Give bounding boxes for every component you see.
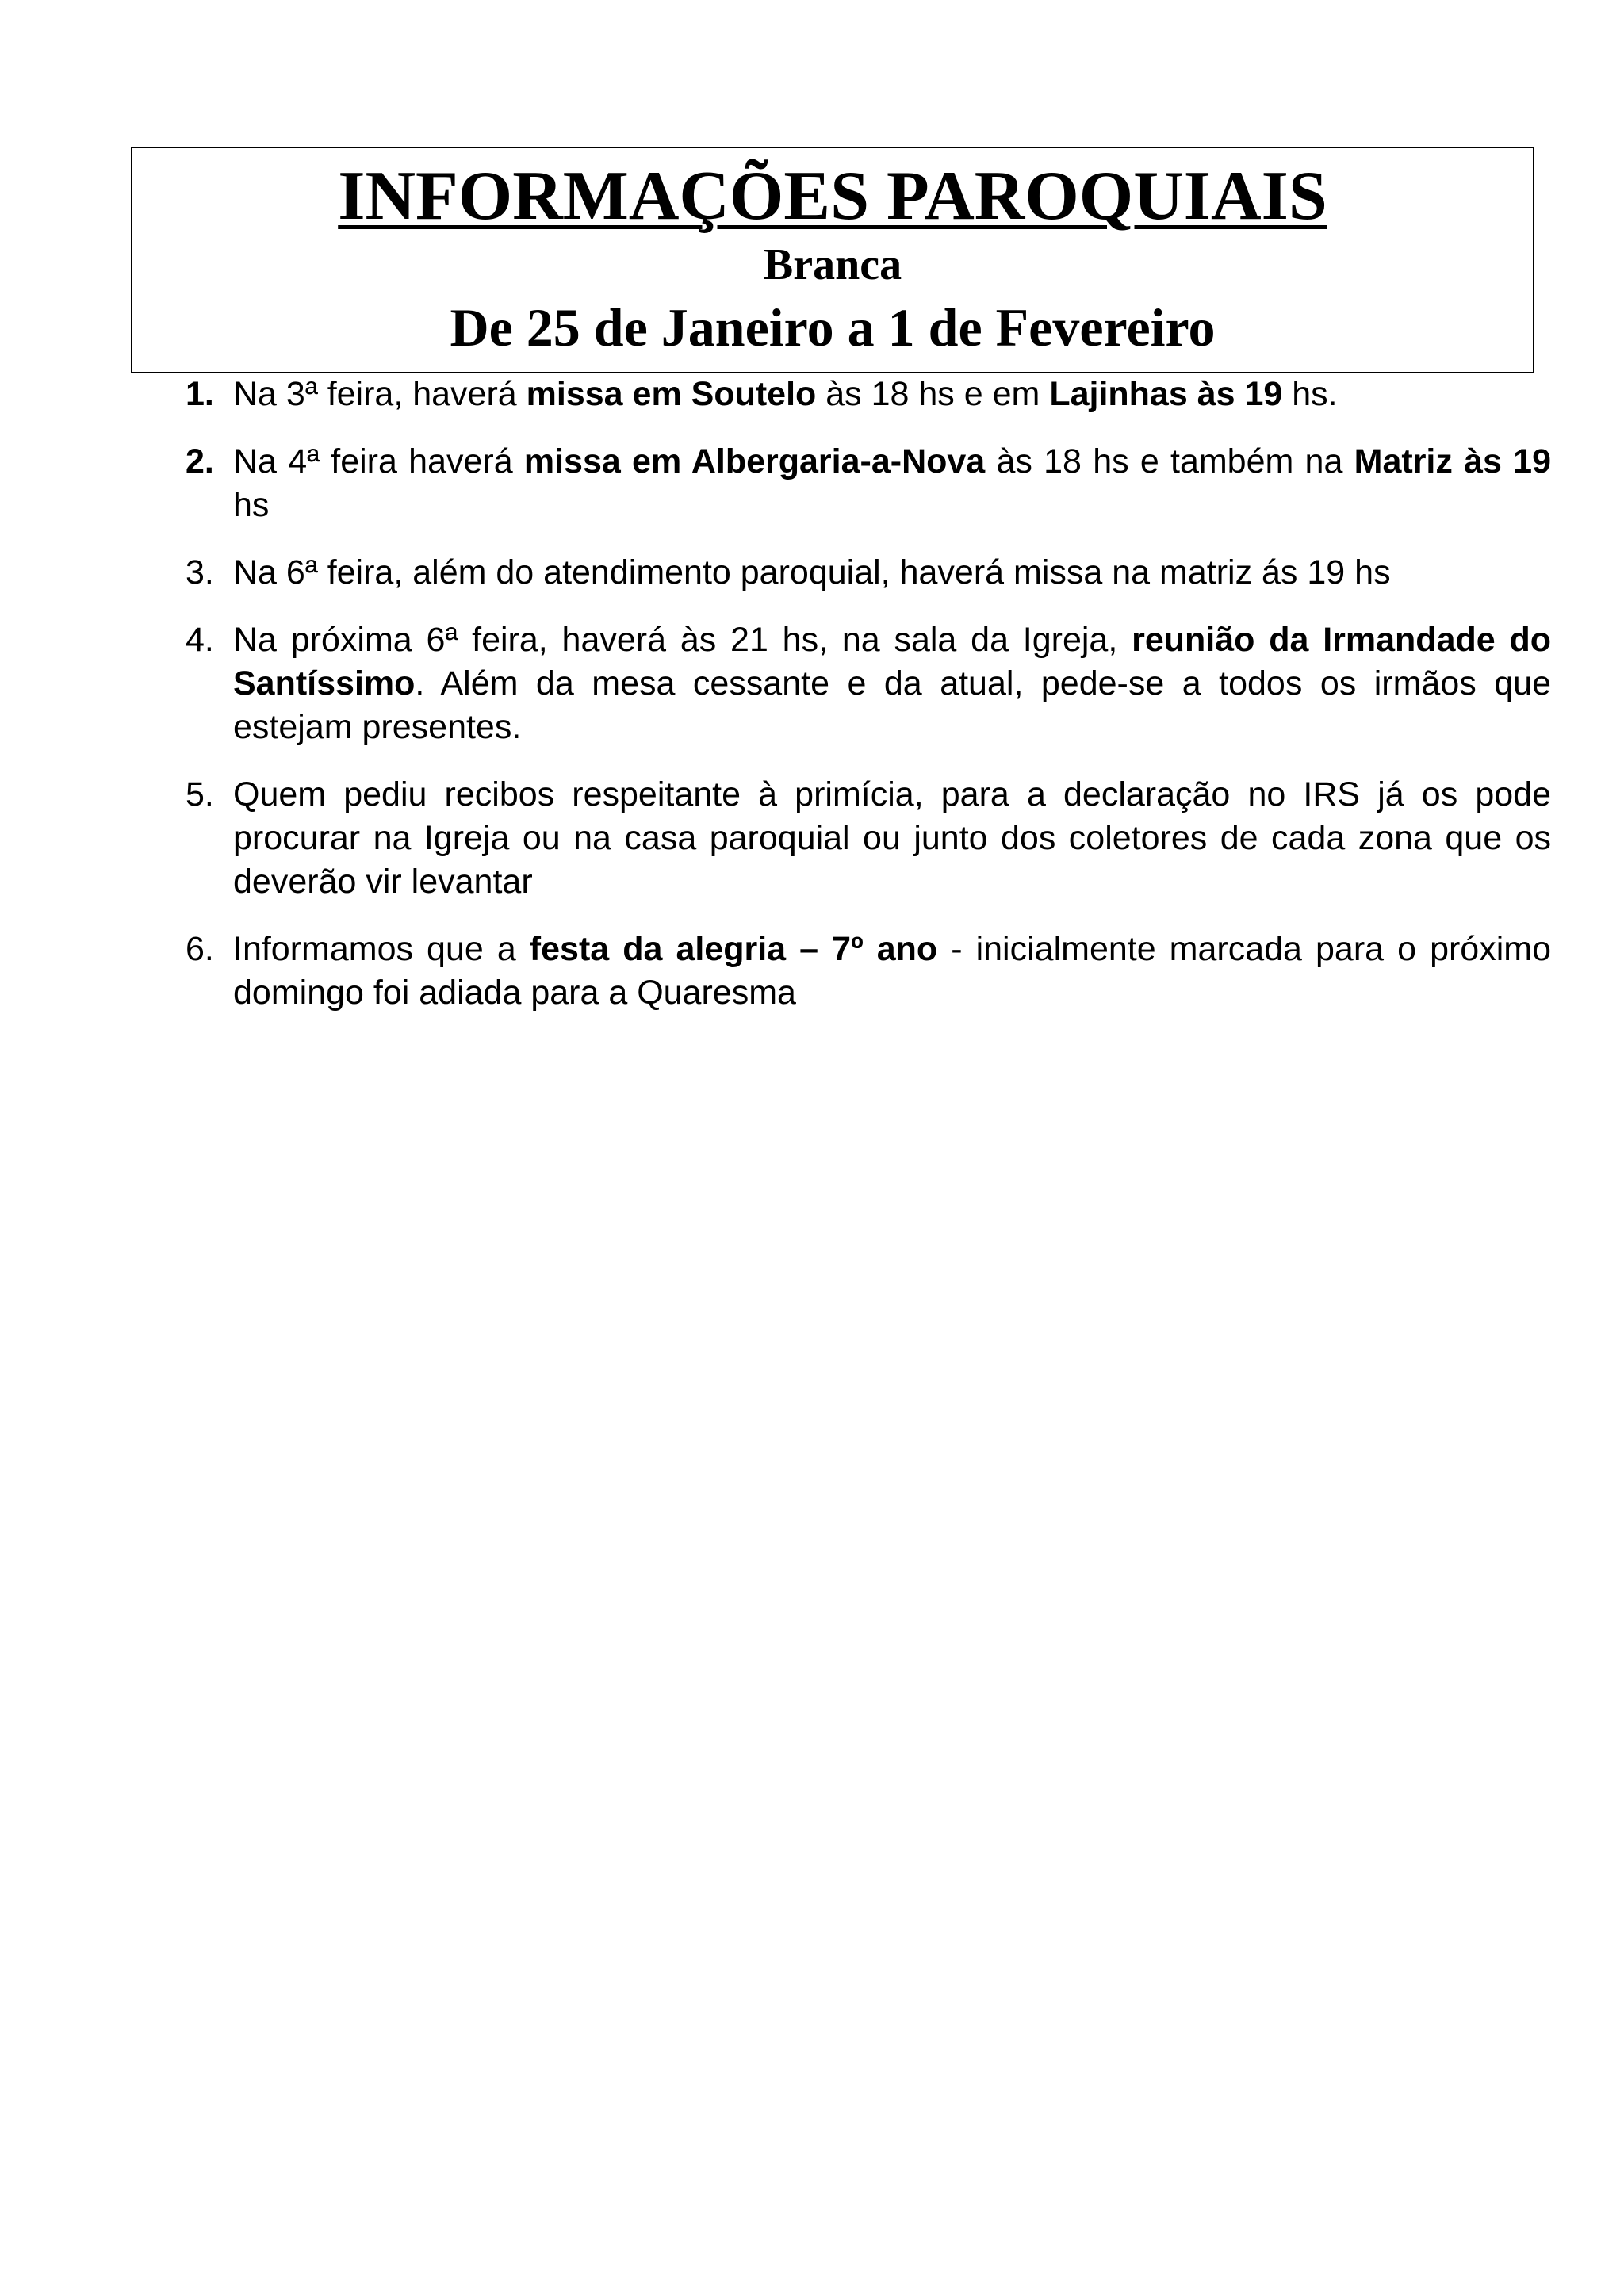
item-text: Informamos que a festa da alegria – 7º ano - inicialmente marcada para o próximo domingo foi adiada para a Quaresma [233, 930, 1552, 1012]
item-number: 2. [186, 442, 214, 480]
header-box [131, 147, 1534, 373]
item-number: 5. [186, 775, 214, 813]
item-number: 1. [186, 375, 214, 413]
item-text: Na 4ª feira haverá missa em Albergaria-a-Nova às 18 hs e também na Matriz às 19 hs [233, 442, 1552, 524]
item-number: 4. [186, 621, 214, 659]
parish-name: Branca [763, 240, 902, 289]
list-item [181, 618, 1551, 749]
item-text: Na 3ª feira, haverá missa em Soutelo às 18 hs e em Lajinhas às 19 hs. [233, 375, 1338, 413]
list-item [181, 773, 1551, 904]
list-item [181, 440, 1551, 527]
item-text: Quem pediu recibos respeitante à primícia, para a declaração no IRS já os pode procurar na Igreja ou na casa paroquial ou junto dos coletores de cada zona que os deverão vir levantar [233, 775, 1551, 901]
page-title: INFORMAÇÕES PAROQUIAIS [338, 158, 1327, 235]
announcement-list [181, 373, 1551, 1039]
item-number: 3. [186, 553, 214, 591]
item-number: 6. [186, 930, 214, 968]
list-item [181, 373, 1551, 416]
item-text: Na 6ª feira, além do atendimento paroquial, haverá missa na matriz ás 19 hs [233, 553, 1391, 591]
item-text: Na próxima 6ª feira, haverá às 21 hs, na sala da Igreja, reunião da Irmandade do Santíssimo. Além da mesa cessante e da atual, pede-se a todos os irmãos que estejam presentes. [233, 621, 1551, 746]
list-item [181, 928, 1551, 1015]
date-range: De 25 de Janeiro a 1 de Fevereiro [450, 297, 1216, 358]
list-item [181, 551, 1551, 595]
